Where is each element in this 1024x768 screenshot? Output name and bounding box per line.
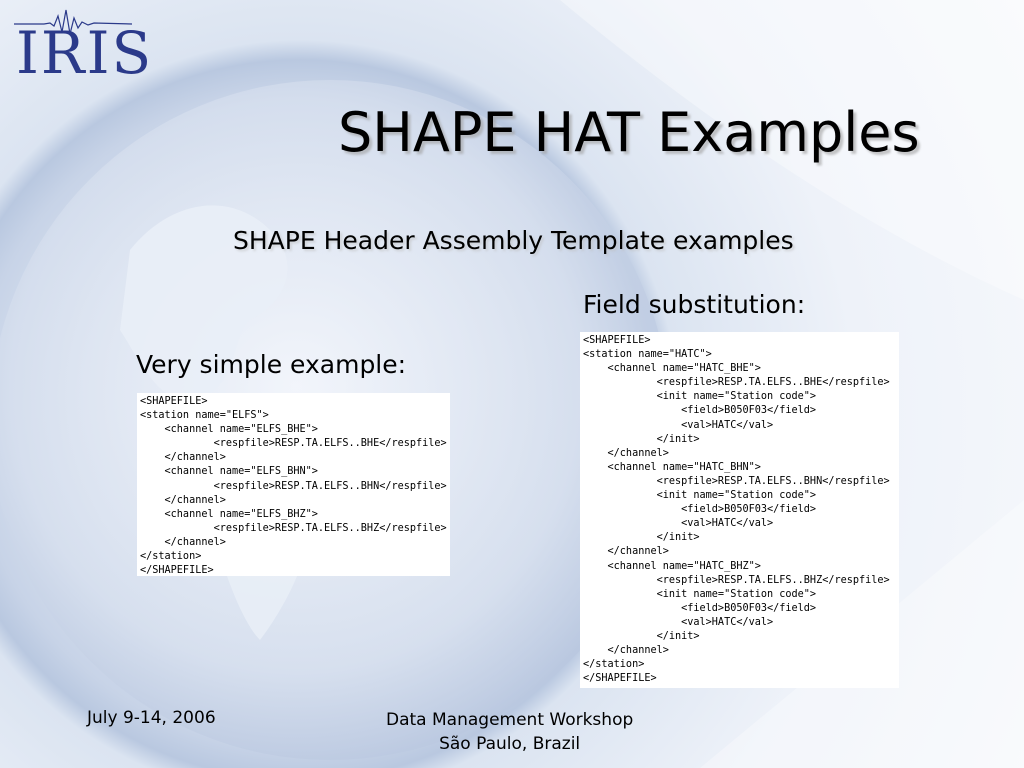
code-line: <channel name="ELFS_BHE"> xyxy=(140,424,318,436)
code-line: </SHAPEFILE> xyxy=(583,673,657,685)
code-line: </channel> xyxy=(140,494,226,506)
code-line: <respfile>RESP.TA.ELFS..BHE</respfile> xyxy=(583,377,890,389)
code-line: <station name="HATC"> xyxy=(583,349,712,361)
code-line: <channel name="HATC_BHE"> xyxy=(583,363,761,375)
footer-event xyxy=(386,708,633,756)
code-line: <station name="ELFS"> xyxy=(140,410,269,422)
code-line: <channel name="ELFS_BHN"> xyxy=(140,466,318,478)
code-line: <respfile>RESP.TA.ELFS..BHE</respfile> xyxy=(140,438,447,450)
footer-event-location: São Paulo, Brazil xyxy=(439,734,581,754)
code-line: <respfile>RESP.TA.ELFS..BHN</respfile> xyxy=(140,480,447,492)
code-line: </channel> xyxy=(583,546,669,558)
field-substitution-label: Field substitution: xyxy=(583,290,806,319)
code-line: <SHAPEFILE> xyxy=(140,396,208,407)
code-line: <val>HATC</val> xyxy=(583,616,774,628)
code-line: <val>HATC</val> xyxy=(583,518,774,530)
code-line: </station> xyxy=(140,551,202,563)
code-line: </channel> xyxy=(140,452,226,464)
code-line: </channel> xyxy=(583,447,669,459)
code-line: </init> xyxy=(583,532,700,544)
code-line: <init name="Station code"> xyxy=(583,588,817,600)
footer-date: July 9-14, 2006 xyxy=(87,708,216,728)
code-line: <respfile>RESP.TA.ELFS..BHZ</respfile> xyxy=(140,522,447,534)
slide-title: SHAPE HAT Examples xyxy=(338,101,920,164)
code-line: </channel> xyxy=(140,536,226,548)
simple-example-label: Very simple example: xyxy=(136,350,407,379)
code-line: <respfile>RESP.TA.ELFS..BHZ</respfile> xyxy=(583,574,890,586)
iris-logo-text: IRIS xyxy=(16,19,154,87)
code-line: </SHAPEFILE> xyxy=(140,565,214,576)
footer-event-title: Data Management Workshop xyxy=(386,710,634,730)
code-line: </init> xyxy=(583,433,700,445)
code-line: <init name="Station code"> xyxy=(583,391,817,403)
code-line: <channel name="ELFS_BHZ"> xyxy=(140,508,318,520)
code-line: <channel name="HATC_BHZ"> xyxy=(583,560,761,572)
code-line: <field>B050F03</field> xyxy=(583,405,817,417)
code-line: </init> xyxy=(583,630,700,642)
field-substitution-code xyxy=(580,332,899,688)
code-line: <val>HATC</val> xyxy=(583,419,774,431)
code-line: <init name="Station code"> xyxy=(583,490,817,502)
slide-subtitle: SHAPE Header Assembly Template examples xyxy=(233,226,794,255)
code-line: </channel> xyxy=(583,645,669,657)
code-line: <field>B050F03</field> xyxy=(583,504,817,516)
code-line: <field>B050F03</field> xyxy=(583,602,817,614)
code-line: <SHAPEFILE> xyxy=(583,335,651,346)
code-line: <channel name="HATC_BHN"> xyxy=(583,461,761,473)
code-line: </station> xyxy=(583,659,645,671)
simple-example-code xyxy=(137,393,450,576)
code-line: <respfile>RESP.TA.ELFS..BHN</respfile> xyxy=(583,475,890,487)
